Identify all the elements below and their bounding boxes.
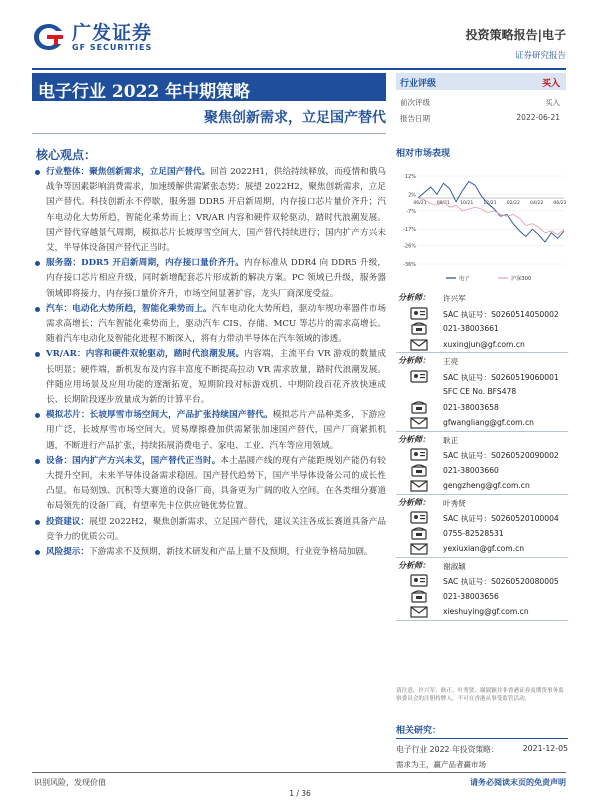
report-subtitle: 聚焦创新需求，立足国产替代 [204,110,386,126]
analyst-name: 叶秀贤 [443,498,466,508]
report-date-value: 2022-06-21 [516,113,560,122]
analyst-name-row [396,432,568,448]
page-header [0,0,600,70]
bullet-advice [32,515,386,545]
bullet-lead: 行业整体：聚焦创新需求，立足国产替代。 [46,167,211,177]
header-divider [32,68,566,70]
analyst-name-row [396,290,568,306]
bullet-lead: 设备：国内扩产方兴未艾，国产替代正当时。 [46,455,221,466]
mail-icon [410,338,428,351]
bullet-text: 汽车电动化大势所趋，驱动车规功率器件市场需求高增长；汽车智能化乘势而上，驱动汽车 CIS、存储、MCU 等芯片的需求高增长。随着汽车电动化及智能化进程不断深入，将有力带动半导体在汽车领域的渗透。 [46,303,386,345]
analyst-email[interactable]: xuxingjun@gf.com.cn [443,339,525,349]
bullet-overall [32,165,386,256]
analyst-label: 分析师： [398,496,430,507]
phone-icon [410,322,428,335]
report-subtype: 证券研究报告 [514,51,566,61]
mail-icon [410,416,428,429]
analyst-email-row[interactable] [396,478,568,494]
analyst-license: SAC 执证号：S0260520100004 [443,514,559,523]
badge-icon [410,574,428,587]
analyst-name-row [396,558,568,574]
analyst-phone: 021-38003661 [443,324,499,333]
badge-icon [410,307,428,320]
phone-icon [410,464,428,477]
report-date-row [396,113,566,124]
related-item-date: 2021-12-05 [522,744,568,753]
y-tick-label: 2% [408,192,416,199]
page-number: 1 / 36 [289,789,311,798]
analyst-label: 分析师： [398,292,430,302]
mail-icon [410,479,428,492]
x-tick-label: 04/22 [530,201,544,206]
report-type: 投资策略报告|电子 [465,28,566,42]
prev-rating-value: 买入 [545,98,560,107]
related-item-subtitle: 需求为王，赢产品者赢市场 [396,760,486,769]
analyst-name: 耿正 [443,435,459,445]
badge-icon [410,370,428,383]
relative-performance-chart [396,162,568,286]
analyst-name-row [396,353,568,369]
footer-disclaimer-note: 请务必阅读末页的免责声明 [470,778,566,787]
x-tick-label: 10/21 [460,201,474,206]
report-title: 电子行业 2022 年中期策略 [32,73,386,101]
phone-icon [410,401,428,414]
bullet-lead: 汽车：电动化大势所趋，智能化乘势而上。 [46,303,212,314]
disclaimer-text: 请注意，许兴军、耿正、叶秀贤、谢淑颖并非香港证券及期货事务监察委员会的注册持牌人，不可在香港从事受监管活动。 [396,688,564,702]
bullet-vrar [32,347,386,408]
analyst-name: 谢淑颖 [443,561,466,571]
related-item[interactable] [396,744,568,755]
logo-cn-text: 广发证券 [72,21,153,44]
analyst-phone: 021-38003658 [443,402,499,412]
analyst-name-row [396,495,568,511]
badge-icon [410,511,428,524]
analyst-email-row[interactable] [396,604,568,620]
logo-en-text: GF SECURITIES [72,42,153,52]
related-item-title[interactable]: 电子行业 2022 年投资策略： [396,745,499,754]
bullet-text: 内存标准从 DDR4 向 DDR5 升级，内存接口芯片相应升级，同时新增配套芯片形成新的解决方案。PC 领域已升级，服务器领域即将接力，内存接口量价齐升，市场空间显著扩容，龙头厂商深度受益。 [46,258,386,299]
prev-rating-label: 前次评级 [400,98,430,107]
phone-icon [410,527,428,540]
rating-label: 行业评级 [400,79,437,89]
analyst-license-row [396,573,568,589]
analyst-email-row[interactable] [396,541,568,557]
legend-label: 电子 [459,276,470,282]
title-divider [32,133,386,134]
analyst-license: SAC 执证号：S0260514050002 [443,309,559,319]
gf-logo-icon [32,22,66,52]
analyst-license-row [396,369,568,385]
mail-icon [410,542,428,555]
analyst-email[interactable]: yexiuxian@gf.com.cn [443,544,525,553]
core-bullets [32,165,386,560]
bullet-risk [32,545,386,560]
report-date-label: 报告日期 [400,114,430,123]
analyst-email[interactable]: xieshuying@gf.com.cn [443,607,529,616]
analyst-email[interactable]: gengzheng@gf.com.cn [443,481,530,490]
prev-rating-row [396,97,566,108]
bullet-server [32,256,386,302]
analyst-phone: 021-38003660 [443,465,499,475]
bullet-equipment [32,454,386,515]
bullet-lead: VR/AR：内容和硬件双轮驱动，踏时代浪潮发展。 [46,349,245,360]
x-tick-label: 12/21 [483,201,497,206]
analyst-email[interactable]: gfwangliang@gf.com.cn [443,418,534,427]
bullet-lead: 服务器：DDR5 开启新周期，内存接口量价齐升。 [46,258,245,269]
analyst-divider [396,620,568,621]
bullet-lead: 风险提示： [46,547,89,558]
gf-logo [32,20,152,54]
bullet-analog [32,408,386,454]
analyst-license-row [396,447,568,463]
badge-icon [410,448,428,461]
bullet-lead: 模拟芯片：长坡厚雪市场空间大，产品扩张持续国产替代。 [46,410,273,421]
core-heading: 核心观点： [36,148,97,162]
y-tick-label: -7% [406,208,416,215]
analyst-license: SAC 执证号：S0260519060001 [443,372,559,382]
y-tick-label: -36% [403,262,416,268]
analyst-license: SAC 执证号：S0260520090002 [443,451,559,460]
bullet-text: 下游需求不及预期，新技术研发和产品上量不及预期，行业竞争格局加剧。 [88,547,373,558]
analyst-license: SAC 执证号：S0260520080005 [443,577,559,586]
x-tick-label: 06/22 [553,201,567,206]
rating-value: 买入 [541,79,560,89]
related-title: 相关研究： [396,723,568,739]
y-tick-label: -26% [403,243,416,250]
analyst-email-row[interactable] [396,415,568,431]
analyst-license-row [396,306,568,322]
analyst-license2-row [396,384,568,400]
footer-divider [32,772,566,773]
related-research [396,723,568,770]
bullet-auto [32,302,386,348]
x-tick-label: 08/21 [436,201,450,206]
y-tick-label: 12% [404,174,416,180]
analyst-email-row[interactable] [396,337,568,353]
bullet-text: 模拟芯片产品种类多，下游应用广泛，长坡厚雪市场空间大。贸易摩擦叠加供需紧张加速国产替代，国产厂商紧抓机遇，不断进行产品扩张，持续拓展消费电子、家电、工业、汽车等应用领域。 [46,410,386,451]
mail-icon [410,605,428,618]
analyst-list [396,290,568,621]
phone-icon [410,590,428,603]
analyst-phone-row [396,589,568,605]
bullet-text: 本土晶圆产线的现有产能距规划产能仍有较大提升空间，未来半导体设备需求稳固。国产替代趋势下，国产半导体设备公司的成长性凸显。布局刻蚀、沉积等大赛道的设备厂商，具备更为广阔的收入空间。在各类细分赛道布局领先的设备厂商，有望率先卡位供应链优势位置。 [46,455,386,512]
analyst-name: 许兴军 [443,294,466,303]
analyst-phone-row [396,526,568,542]
analyst-label: 分析师： [398,559,430,570]
rating-header [396,73,566,90]
analyst-phone: 0755-82528531 [443,528,504,538]
analyst-license-row [396,510,568,526]
x-tick-label: 06/21 [413,201,427,206]
y-tick-label: -17% [403,227,416,234]
relative-performance-title: 相对市场表现 [396,149,451,159]
analyst-phone-row [396,400,568,416]
analyst-phone-row [396,321,568,337]
bullet-text: 回首 2022H1，供给持续释放，而疫情和俄乌战争等因素影响消费需求，加速缓解供需紧张态势；展望 2022H2，聚焦创新需求，立足国产替代。科技创新永不停歇，服务器 DDR5 开启新周期，内存接口芯片量价齐升；汽车电动化大势所趋，智能化乘势而上；VR/AR 内容和硬件双轮驱动，踏时代浪潮发展。国产替代穿越景气周期，模拟芯片长坡厚雪空间大，国产替代持续进行；国内扩产方兴未艾，半导体设备国产替代正当时。 [46,167,386,254]
analyst-name: 王亮 [443,357,459,366]
x-tick-label: 02/22 [506,201,520,206]
bullet-lead: 投资建议： [46,516,90,527]
legend-label: 沪深300 [511,276,532,282]
analyst-phone: 021-38003656 [443,591,499,601]
bullet-text: 内容端，主流平台 VR 游戏的数量成长明显；硬件端，新机发布及内容丰富度不断提高拉动 VR 需求放量，踏时代浪潮发展。伴随应用场景及应用功能的逐渐拓宽，短期阶段对标游戏机、中期阶段百花齐放快速成长、长期阶段逐步放量成为新的计算平台。 [46,349,386,406]
bullet-text: 展望 2022H2，聚焦创新需求，立足国产替代，建议关注各成长赛道具备产品竞争力的优质公司。 [46,516,386,542]
analyst-license2: SFC CE No. BFS478 [443,387,517,396]
analyst-phone-row [396,463,568,479]
analyst-label: 分析师： [398,355,430,365]
analyst-label: 分析师： [398,433,430,444]
footer-slogan: 识别风险，发现价值 [34,778,106,787]
